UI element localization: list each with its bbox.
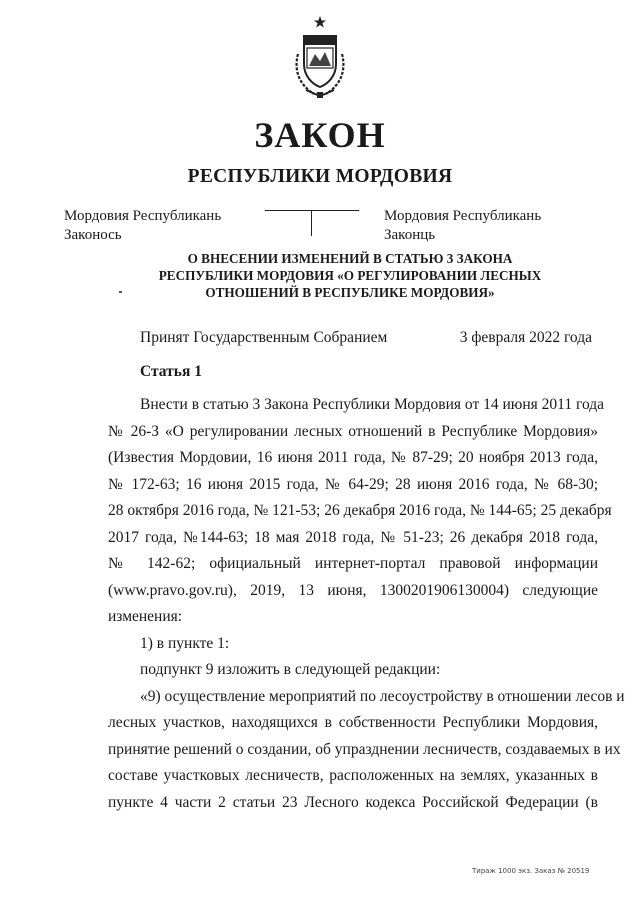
body-line: подпункт 9 изложить в следующей редакции: bbox=[140, 661, 441, 678]
article-heading: Статья 1 bbox=[140, 363, 202, 380]
document-title: ЗАКОН bbox=[254, 115, 386, 155]
body-line: (Известия Мордовии, 16 июня 2011 года, № 87-29; 20 ноября 2013 года, bbox=[108, 449, 598, 466]
body-line: Внести в статью 3 Закона Республики Мордовия от 14 июня 2011 года bbox=[140, 396, 605, 413]
body-line: № 172-63; 16 июня 2015 года, № 64-29; 28 июня 2016 года, № 68-30; bbox=[108, 475, 598, 493]
header-left-line: Законось bbox=[64, 227, 122, 243]
body-line: № 26-З «О регулировании лесных отношений в Республике Мордовия» bbox=[108, 422, 598, 440]
body-line: лесных участков, находящихся в собственности Республики Мордовия, bbox=[108, 714, 598, 731]
body-line: принятие решений о создании, об упразднении лесничеств, создаваемых в их bbox=[108, 740, 621, 758]
body-line: № 142-62; официальный интернет-портал правовой информации bbox=[108, 555, 598, 572]
header-right-line: Мордовия Республикань bbox=[384, 208, 542, 224]
law-title bbox=[0, 250, 640, 301]
body-line: 2017 года, №144-63; 18 мая 2018 года, № 51-23; 26 декабря 2018 года, bbox=[108, 528, 598, 546]
body-line: «9) осуществление мероприятий по лесоустройству в отношении лесов и bbox=[140, 687, 625, 705]
print-run-note: Тираж 1000 экз. Заказ № 20519 bbox=[472, 867, 590, 875]
body-line: (www.pravo.gov.ru), 2019, 13 июня, 1300201906130004) следующие bbox=[108, 581, 598, 599]
adopted-by: Принят Государственным Собранием bbox=[140, 329, 388, 346]
body-line: изменения: bbox=[108, 608, 183, 625]
header-right-line: Законць bbox=[384, 227, 436, 243]
body-line: 28 октября 2016 года, № 121-53; 26 декабря 2016 года, № 144-65; 25 декабря bbox=[108, 502, 612, 519]
law-title-line: ОТНОШЕНИЙ В РЕСПУБЛИКЕ МОРДОВИЯ» bbox=[205, 285, 495, 300]
header-left-block bbox=[64, 207, 221, 245]
article-body bbox=[108, 392, 625, 816]
body-line: составе участковых лесничеств, расположенных на землях, указанных в bbox=[108, 767, 598, 784]
header-divider bbox=[265, 210, 359, 236]
header-right-block bbox=[384, 207, 541, 245]
header-divider-vertical bbox=[311, 210, 312, 236]
law-title-line: РЕСПУБЛИКИ МОРДОВИЯ «О РЕГУЛИРОВАНИИ ЛЕСНЫХ bbox=[158, 268, 542, 283]
coat-of-arms-emblem bbox=[284, 14, 356, 102]
adopted-date: 3 февраля 2022 года bbox=[459, 329, 592, 346]
header-divider-horizontal bbox=[265, 210, 359, 211]
body-line: 1) в пункте 1: bbox=[140, 634, 230, 652]
body-line: пункте 4 части 2 статьи 23 Лесного кодекса Российской Федерации (в bbox=[108, 793, 598, 811]
scan-speck bbox=[119, 291, 122, 293]
header-left-line: Мордовия Республикань bbox=[64, 208, 222, 224]
document-subtitle: РЕСПУБЛИКИ МОРДОВИЯ bbox=[187, 166, 453, 187]
law-title-line: О ВНЕСЕНИИ ИЗМЕНЕНИЙ В СТАТЬЮ 3 ЗАКОНА bbox=[187, 251, 513, 266]
